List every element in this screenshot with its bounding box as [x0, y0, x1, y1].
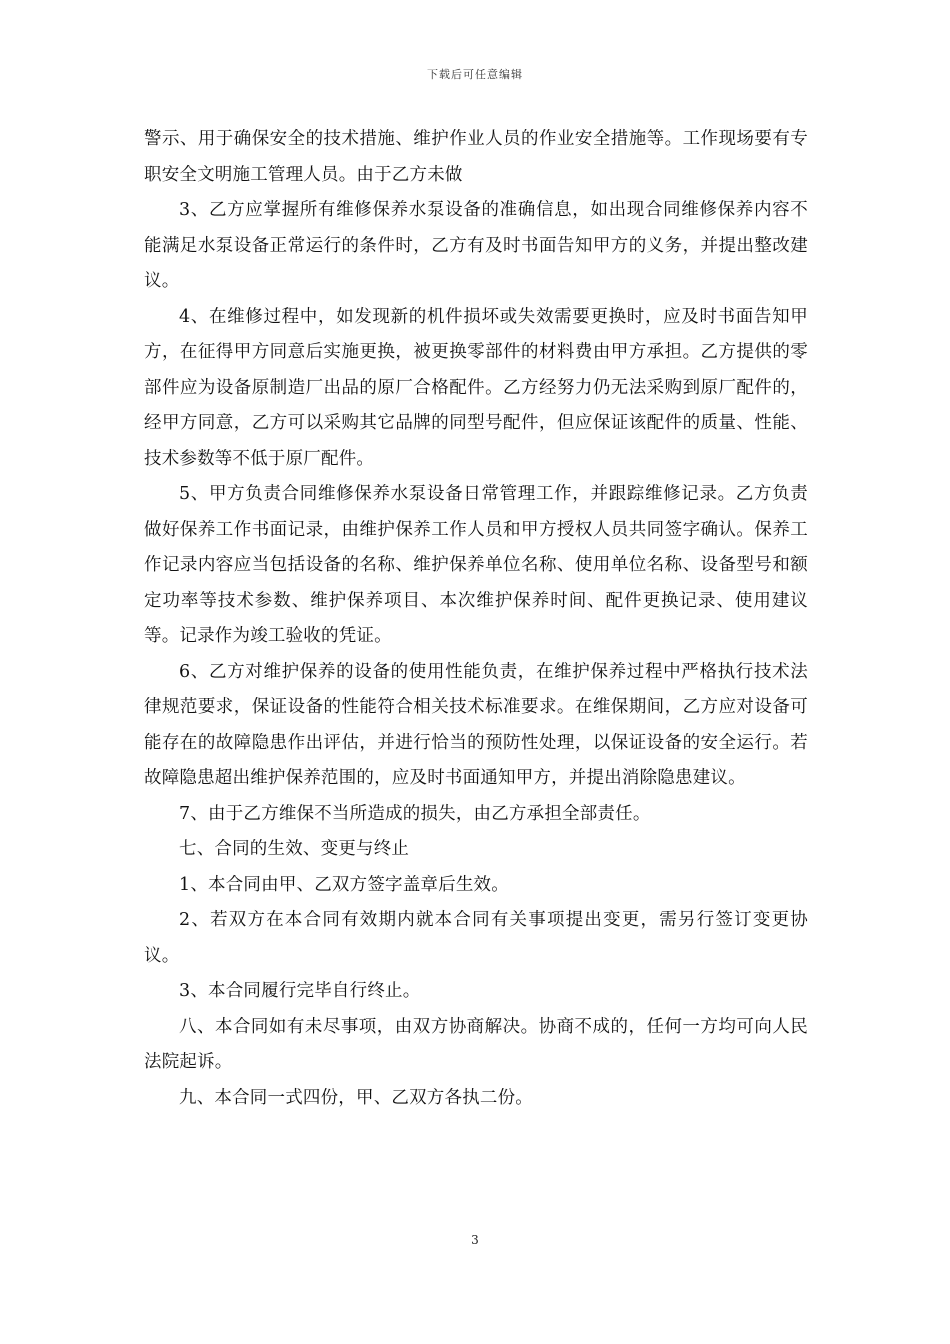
section-heading-7: 七、合同的生效、变更与终止 [179, 839, 410, 859]
section-8-paragraph: 八、本合同如有未尽事项，由双方协商解决。协商不成的，任何一方均可向人民法院起诉。 [144, 1016, 808, 1072]
paragraph-clause-6: 6、乙方对维护保养的设备的使用性能负责，在维护保养过程中严格执行技术法律规范要求，保证设备的性能符合相关技术标准要求。在维保期间，乙方应对设备可能存在的故障隐患作出评估，并进行恰当的预防性处理，以保证设备的安全运行。若故障隐患超出维护保养范围的，应及时书面通知甲方，并提出消除隐患建议。 [144, 661, 808, 788]
paragraph-clause-3: 3、乙方应掌握所有维修保养水泵设备的准确信息，如出现合同维修保养内容不能满足水泵设备正常运行的条件时，乙方有及时书面告知甲方的义务，并提出整改建议。 [144, 200, 808, 291]
document-body [144, 122, 808, 1116]
paragraph-effect-3: 3、本合同履行完毕自行终止。 [179, 981, 421, 1001]
page-header: 下载后可任意编辑 [427, 68, 523, 81]
paragraph-effect-1: 1、本合同由甲、乙双方签字盖章后生效。 [179, 874, 509, 895]
page-number: 3 [471, 1233, 479, 1247]
paragraph-clause-7: 7、由于乙方维保不当所造成的损失，由乙方承担全部责任。 [179, 803, 651, 824]
paragraph-clause-4: 4、在维修过程中，如发现新的机件损坏或失效需要更换时，应及时书面告知甲方，在征得甲方同意后实施更换，被更换零部件的材料费由甲方承担。乙方提供的零部件应为设备原制造厂出品的原厂合格配件。乙方经努力仍无法采购到原厂配件的，经甲方同意，乙方可以采购其它品牌的同型号配件，但应保证该配件的质量、性能、技术参数等不低于原厂配件。 [144, 306, 808, 469]
paragraph-continuation: 警示、用于确保安全的技术措施、维护作业人员的作业安全措施等。工作现场要有专职安全文明施工管理人员。由于乙方未做 [144, 129, 808, 185]
paragraph-clause-5: 5、甲方负责合同维修保养水泵设备日常管理工作，并跟踪维修记录。乙方负责做好保养工作书面记录，由维护保养工作人员和甲方授权人员共同签字确认。保养工作记录内容应当包括设备的名称、维护保养单位名称、使用单位名称、设备型号和额定功率等技术参数、维护保养项目、本次维护保养时间、配件更换记录、使用建议等。记录作为竣工验收的凭证。 [144, 484, 808, 646]
section-9-paragraph: 九、本合同一式四份，甲、乙双方各执二份。 [179, 1087, 533, 1108]
paragraph-effect-2: 2、若双方在本合同有效期内就本合同有关事项提出变更，需另行签订变更协议。 [144, 910, 808, 966]
